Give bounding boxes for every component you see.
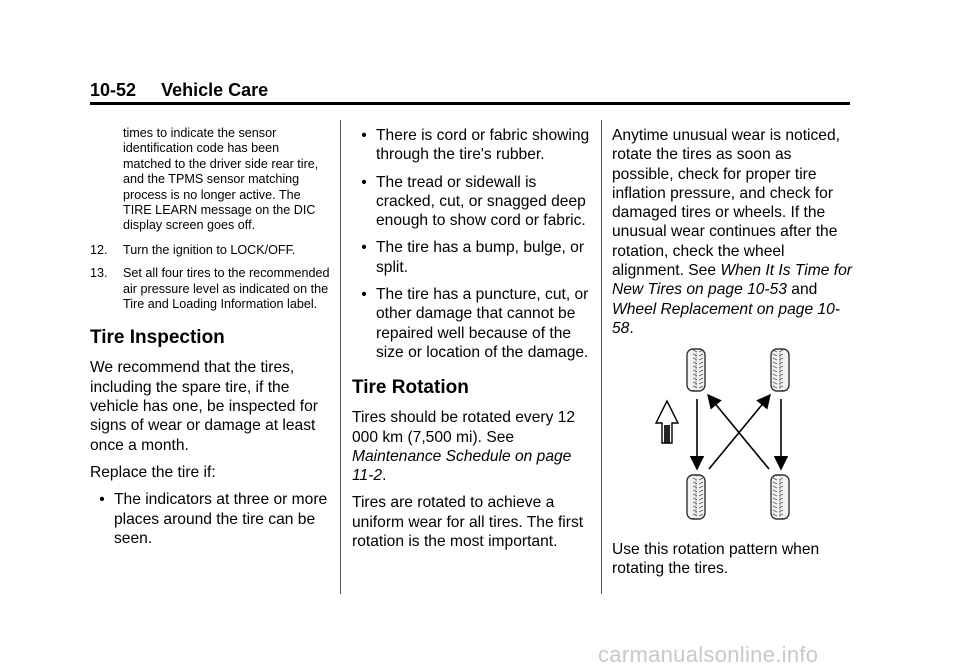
inspection-paragraph: We recommend that the tires, including the spare tire, if the vehicle has one, be inspected for signs of wear or damage at least once a month.	[90, 359, 318, 454]
bullet-icon: •	[361, 239, 367, 257]
continuation-text: times to indicate the sensor identification code has been matched to the driver side rear tire, and the TPMS sensor matching process is no longer active. The TIRE LEARN message on the DIC display screen goes off.	[123, 126, 319, 233]
step-number: 12.	[90, 242, 108, 257]
tire-rear-right-icon	[771, 475, 789, 519]
page-number: 10-52	[90, 80, 137, 100]
bullet-item	[352, 173, 592, 231]
period: .	[629, 319, 634, 337]
tire-rotation-diagram	[650, 345, 810, 525]
step-text: Turn the ignition to LOCK/OFF.	[123, 242, 296, 257]
diagram-caption: Use this rotation pattern when rotating the tires.	[612, 541, 820, 578]
new-tires-link[interactable]: When It Is Time for New Tires on page 10-53	[612, 262, 852, 299]
wheel-replacement-link[interactable]: Wheel Replacement on page 10-58	[612, 300, 840, 337]
tire-front-right-icon	[771, 349, 789, 391]
bullet-text: The tire has a puncture, cut, or other damage that cannot be repaired well because of the size or location of the damage.	[376, 286, 589, 361]
bullet-icon: •	[361, 127, 367, 144]
page-header	[90, 80, 268, 101]
forward-arrow-shadow	[664, 425, 670, 443]
maintenance-schedule-link[interactable]: Maintenance Schedule on page 11-2	[352, 447, 572, 485]
step-text: Set all four tires to the recommended air pressure level as indicated on the Tire and Loading Information label.	[123, 266, 330, 312]
heading-tire-inspection: Tire Inspection	[90, 327, 225, 349]
bullet-text: There is cord or fabric showing through the tire's rubber.	[376, 127, 590, 164]
replace-intro: Replace the tire if:	[90, 463, 216, 481]
column-1	[90, 126, 330, 548]
bullet-text: The indicators at three or more places around the tire can be seen.	[114, 491, 328, 547]
rotation-interval-paragraph	[352, 408, 592, 485]
rotation-interval-text: Tires should be rotated every 12 000 km (7,500 mi). See	[352, 409, 576, 446]
bullet-item	[352, 285, 592, 362]
rotation-purpose-paragraph: Tires are rotated to achieve a uniform wear for all tires. The first rotation is the most important.	[352, 494, 584, 551]
step-12	[90, 243, 330, 258]
unusual-wear-text: Anytime unusual wear is noticed, rotate the tires as soon as possible, check for proper tire inflation pressure, and check for damaged tires or wheels. If the unusual wear continues after the rotation, check the wheel alignment. See	[612, 127, 840, 280]
bullet-icon: •	[361, 173, 367, 191]
step-number: 13.	[90, 266, 108, 281]
header-rule	[90, 102, 850, 105]
step-13	[90, 266, 330, 312]
bullet-item	[352, 126, 592, 165]
section-title: Vehicle Care	[161, 80, 269, 100]
tire-rear-left-icon	[687, 475, 705, 519]
bullet-text: The tread or sidewall is cracked, cut, or snagged deep enough to show cord or fabric.	[376, 173, 586, 230]
column-divider-2	[601, 120, 602, 594]
bullet-icon: •	[99, 491, 105, 509]
column-3	[612, 126, 862, 338]
bullet-item	[352, 238, 592, 277]
period: .	[382, 467, 387, 485]
bullet-item	[90, 490, 330, 548]
heading-tire-rotation: Tire Rotation	[352, 377, 469, 399]
tire-front-left-icon	[687, 349, 705, 391]
column-2	[352, 126, 592, 551]
and-text: and	[786, 281, 818, 299]
column-divider-1	[340, 120, 341, 594]
unusual-wear-paragraph	[612, 126, 852, 338]
bullet-text: The tire has a bump, bulge, or split.	[376, 239, 585, 276]
watermark-text: carmanualsonline.info	[598, 642, 819, 667]
bullet-icon: •	[361, 286, 367, 304]
